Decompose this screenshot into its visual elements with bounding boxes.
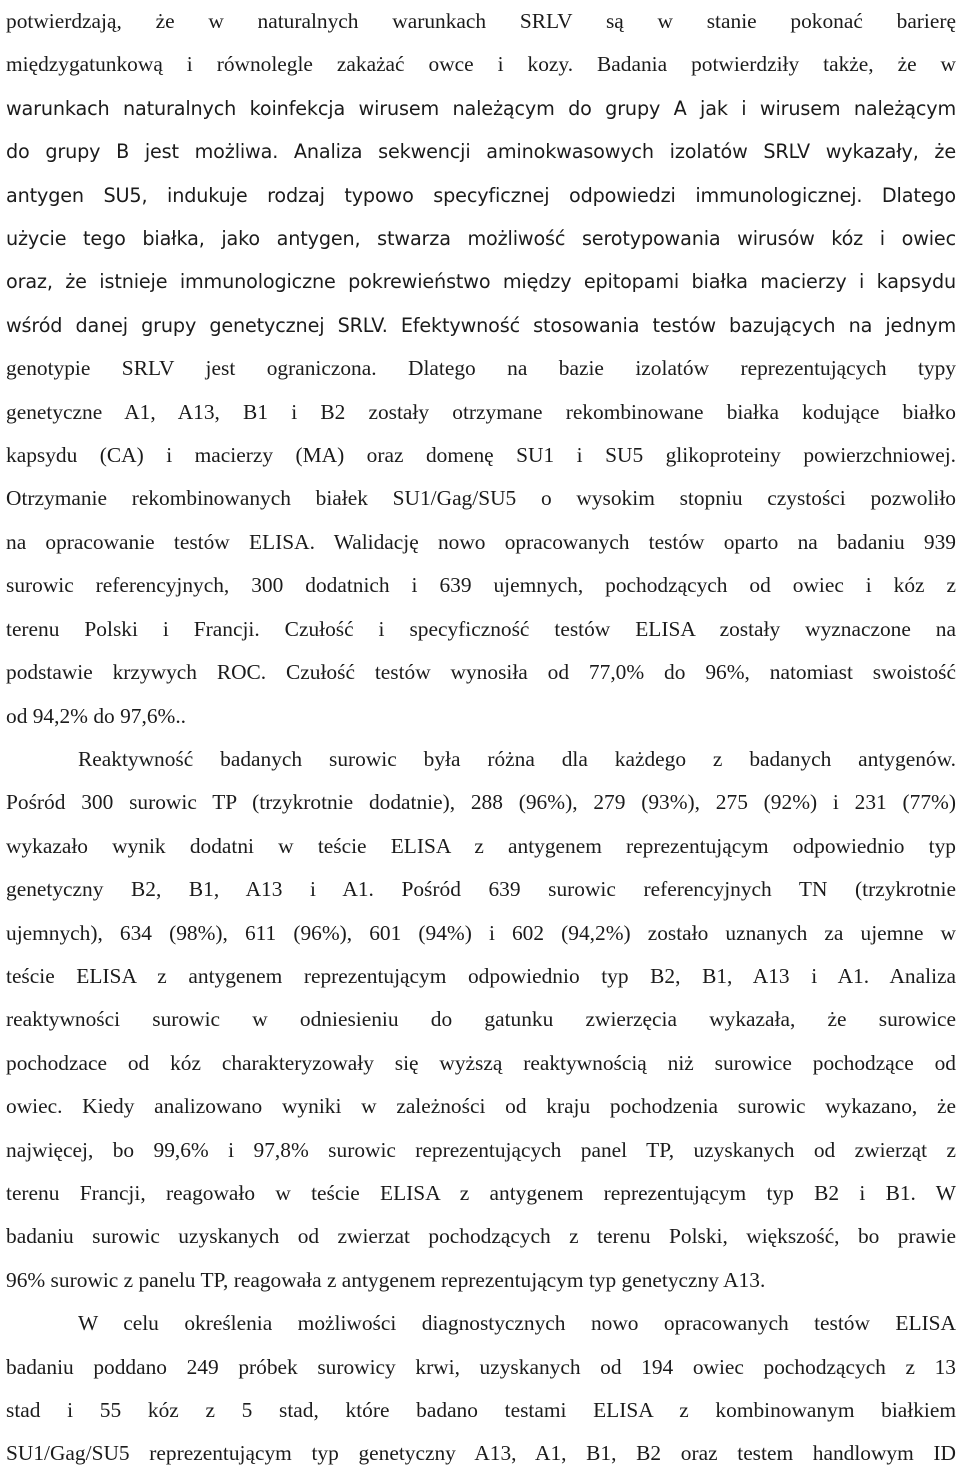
text-line-31: W celu określenia możliwości diagnostycznych nowo opracowanych testów ELISA xyxy=(78,1311,956,1336)
text-line-7: oraz, że istnieje immunologiczne pokrewieństwo między epitopami białka macierzy i kapsydu xyxy=(6,270,956,294)
text-line-19: Pośród 300 surowic TP (trzykrotnie dodatnie), 288 (96%), 279 (93%), 275 (92%) i 231 (77%) xyxy=(6,790,956,815)
text-line-9: genotypie SRLV jest ograniczona. Dlatego na bazie izolatów reprezentujących typy xyxy=(6,356,956,381)
text-line-21: genetyczny B2, B1, A13 i A1. Pośród 639 surowic referencyjnych TN (trzykrotnie xyxy=(6,877,956,902)
document-page xyxy=(6,0,956,1476)
text-line-6: użycie tego białka, jako antygen, stwarza możliwość serotypowania wirusów kóz i owiec xyxy=(6,227,956,251)
text-line-5: antygen SU5, indukuje rodzaj typowo specyficznej odpowiedzi immunologicznej. Dlatego xyxy=(6,183,956,207)
text-line-18: Reaktywność badanych surowic była różna dla każdego z badanych antygenów. xyxy=(78,746,956,771)
text-line-12: Otrzymanie rekombinowanych białek SU1/Gag/SU5 o wysokim stopniu czystości pozwoliło xyxy=(6,486,956,511)
text-line-11: kapsydu (CA) i macierzy (MA) oraz domenę SU1 i SU5 glikoproteiny powierzchniowej. xyxy=(6,443,956,468)
text-line-1: potwierdzają, że w naturalnych warunkach SRLV są w stanie pokonać barierę xyxy=(6,9,956,33)
text-line-20: wykazało wynik dodatni w teście ELISA z antygenem reprezentującym odpowiednio typ xyxy=(6,833,956,858)
text-line-16: podstawie krzywych ROC. Czułość testów wynosiła od 77,0% do 96%, natomiast swoistość xyxy=(6,660,956,685)
text-line-29: badaniu surowic uzyskanych od zwierzat pochodzących z terenu Polski, większość, bo prawie xyxy=(6,1224,956,1249)
text-line-27: najwięcej, bo 99,6% i 97,8% surowic reprezentujących panel TP, uzyskanych od zwierząt z xyxy=(6,1137,956,1162)
text-line-8: wśród danej grupy genetycznej SRLV. Efektywność stosowania testów bazujących na jednym xyxy=(6,313,956,337)
text-line-24: reaktywności surowic w odniesieniu do gatunku zwierzęcia wykazała, że surowice xyxy=(6,1007,956,1032)
text-line-14: surowic referencyjnych, 300 dodatnich i 639 ujemnych, pochodzących od owiec i kóz z xyxy=(6,573,956,598)
text-line-30: 96% surowic z panelu TP, reagowała z antygenem reprezentującym typ genetyczny A13. xyxy=(6,1267,766,1292)
text-line-23: teście ELISA z antygenem reprezentującym odpowiednio typ B2, B1, A13 i A1. Analiza xyxy=(6,963,956,988)
text-line-4: do grupy B jest możliwa. Analiza sekwencji aminokwasowych izolatów SRLV wykazały, że xyxy=(6,140,956,164)
text-line-28: terenu Francji, reagowało w teście ELISA z antygenem reprezentującym typ B2 i B1. W xyxy=(6,1180,956,1205)
text-line-34: SU1/Gag/SU5 reprezentującym typ genetyczny A13, A1, B1, B2 oraz testem handlowym ID xyxy=(6,1441,956,1466)
text-line-15: terenu Polski i Francji. Czułość i specyficzność testów ELISA zostały wyznaczone na xyxy=(6,616,956,641)
text-line-3: warunkach naturalnych koinfekcja wirusem należącym do grupy A jak i wirusem należącym xyxy=(6,96,956,120)
text-line-26: owiec. Kiedy analizowano wyniki w zależności od kraju pochodzenia surowic wykazano, że xyxy=(6,1094,956,1119)
text-line-33: stad i 55 kóz z 5 stad, które badano testami ELISA z kombinowanym białkiem xyxy=(6,1398,956,1422)
text-line-17: od 94,2% do 97,6%.. xyxy=(6,703,187,728)
text-line-10: genetyczne A1, A13, B1 i B2 zostały otrzymane rekombinowane białka kodujące białko xyxy=(6,399,956,424)
text-line-2: międzygatunkową i równolegle zakażać owce i kozy. Badania potwierdziły także, że w xyxy=(6,52,956,77)
text-line-13: na opracowanie testów ELISA. Walidację nowo opracowanych testów oparto na badaniu 939 xyxy=(6,529,956,554)
text-line-25: pochodzace od kóz charakteryzowały się wyższą reaktywnością niż surowice pochodzące od xyxy=(6,1050,956,1075)
text-line-22: ujemnych), 634 (98%), 611 (96%), 601 (94%) i 602 (94,2%) zostało uznanych za ujemne w xyxy=(6,920,956,945)
text-line-32: badaniu poddano 249 próbek surowicy krwi, uzyskanych od 194 owiec pochodzących z 13 xyxy=(6,1354,956,1379)
